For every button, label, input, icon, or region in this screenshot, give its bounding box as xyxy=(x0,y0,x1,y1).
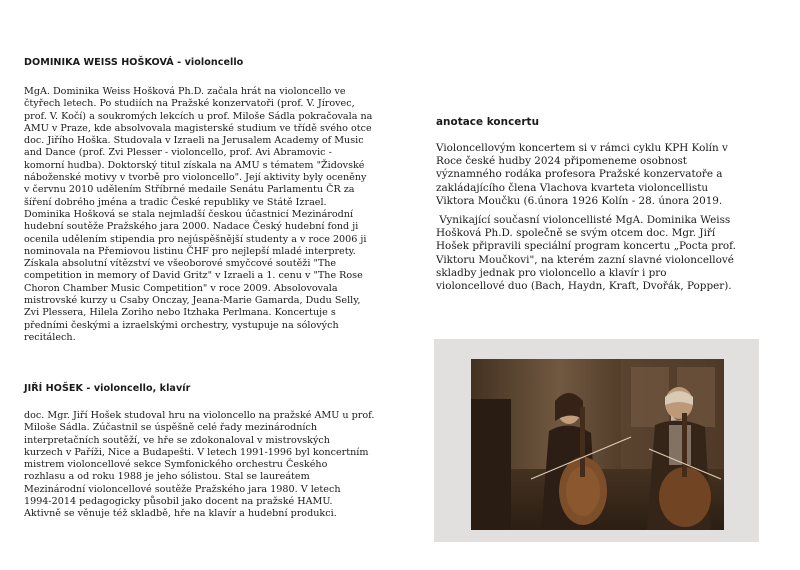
performers-photo xyxy=(471,359,724,530)
text-line: čtyřech letech. Po studiích na Pražské konzervatoři (prof. V. Jírovec, xyxy=(24,98,355,110)
text-line: náboženské motivy v tvorbě pro violoncello". Její aktivity byly oceněny xyxy=(24,172,367,184)
text-line: významného rodáka profesora Pražské konzervatoře a xyxy=(436,168,723,181)
text-line: zakládajícího člena Vlachova kvarteta violoncellistu xyxy=(436,181,709,194)
text-line: Zvi Plessera, Hilela Zoriho nebo Itzhaka Perlmana. Koncertuje s xyxy=(24,307,336,319)
bio-jiri xyxy=(24,410,374,521)
text-line: Roce české hudby 2024 připomeneme osobnost xyxy=(436,155,687,168)
text-line: competition in memory of David Gritz" v Izraeli a 1. cenu v "The Rose xyxy=(24,270,363,282)
text-line: mistrem violoncellové sekce Symfonického orchestru Českého xyxy=(24,459,328,471)
text-line: skladby jednak pro violoncello a klavír i pro xyxy=(436,266,667,279)
text-line: Dominika Hošková se stala nejmladší českou účastnicí Mezinárodní xyxy=(24,208,354,220)
text-line: hudební soutěže Pražského jara 2000. Nadace Český hudební fond ji xyxy=(24,221,359,233)
text-line: šíření dobrého jména a tradic České republiky ve Státě Izrael. xyxy=(24,196,327,208)
text-line: MgA. Dominika Weiss Hošková Ph.D. začala hrát na violoncello ve xyxy=(24,86,346,97)
bio-dominika xyxy=(24,86,372,344)
text-line: AMU v Praze, kde absolvovala magisterské studium ve třídě svého otce xyxy=(24,122,372,134)
annotation-paragraph-1 xyxy=(436,142,728,208)
section-heading-jiri: JIŘÍ HOŠEK - violoncello, klavír xyxy=(24,383,191,394)
text-line: and Dance (prof. Zvi Plesser - violoncello, prof. Avi Abramovic - xyxy=(24,147,332,159)
cellists-photo-illustration xyxy=(471,359,724,530)
text-line: ocenila udělením stipendia pro nejúspěšnější studenty a v roce 2006 ji xyxy=(24,233,367,245)
text-line: v červnu 2010 udělením Stříbrné medaile Senátu Parlamentu ČR za xyxy=(24,184,355,196)
text-line: interpretačních soutěží, ve hře se zdokonaloval v mistrovských xyxy=(24,434,330,446)
text-line: violoncellové duo (Bach, Haydn, Kraft, Dvořák, Popper). xyxy=(436,280,732,293)
text-line: Hošková Ph.D. společně se svým otcem doc. Mgr. Jiří xyxy=(436,227,716,240)
text-line: Získala absolutní vítězství ve všeoborové smyčcové soutěži "The xyxy=(24,258,337,270)
text-line: Choron Chamber Music Competition" v roce 2009. Absolovovala xyxy=(24,282,338,294)
text-line: nominovala na Přemiovou listinu ČHF pro nejlepší mladé interprety. xyxy=(24,245,356,257)
text-line: předními českými a izraelskými orchestry, vystupuje na sólových xyxy=(24,319,339,331)
text-line: Hošek připravili speciální program koncertu „Pocta prof. xyxy=(436,240,736,253)
text-line: Miloše Sádla. Zúčastnil se úspěšně celé řady mezinárodních xyxy=(24,422,318,434)
text-line: recitálech. xyxy=(24,331,76,343)
text-line: prof. V. Kočí) a soukromých lekcích u prof. Miloše Sádla pokračovala na xyxy=(24,110,373,122)
section-heading-dominika: DOMINIKA WEISS HOŠKOVÁ - violoncello xyxy=(24,57,244,68)
text-line: Aktivně se věnuje též skladbě, hře na klavír a hudební produkci. xyxy=(24,508,337,520)
text-line: Mezinárodní violoncellové soutěže Pražského jara 1980. V letech xyxy=(24,483,341,495)
text-line: doc. Mgr. Jiří Hošek studoval hru na violoncello na pražské AMU u prof. xyxy=(24,410,375,421)
photo-frame xyxy=(434,339,759,542)
text-line: doc. Jiřího Hoška. Studovala v Izraeli na Jerusalem Academy of Music xyxy=(24,135,364,147)
concert-annotation-heading: anotace koncertu xyxy=(436,116,540,128)
text-line: Violoncellovým koncertem si v rámci cyklu KPH Kolín v xyxy=(436,142,728,154)
text-line: kurzech v Paříži, Nice a Budapešti. V letech 1991-1996 byl koncertním xyxy=(24,446,369,458)
text-line: 1994-2014 pedagogicky působil jako docent na pražské HAMU. xyxy=(24,496,333,508)
text-line: komorní hudba). Doktorský titul získala na AMU s tématem "Židovské xyxy=(24,159,365,171)
text-line: Viktora Moučku (6.února 1926 Kolín - 28. února 2019. xyxy=(436,194,723,207)
text-line: mistrovské kurzy u Csaby Onczay, Jeana-Marie Gamarda, Dudu Selly, xyxy=(24,295,361,307)
text-line: Viktoru Moučkovi", na kterém zazní slavné violoncellové xyxy=(436,253,734,266)
annotation-paragraph-2 xyxy=(436,214,736,293)
text-line: rozhlasu a od roku 1988 je jeho sólistou. Stal se laureátem xyxy=(24,471,310,483)
text-line: Vynikající současní violoncellisté MgA. Dominika Weiss xyxy=(436,214,731,226)
